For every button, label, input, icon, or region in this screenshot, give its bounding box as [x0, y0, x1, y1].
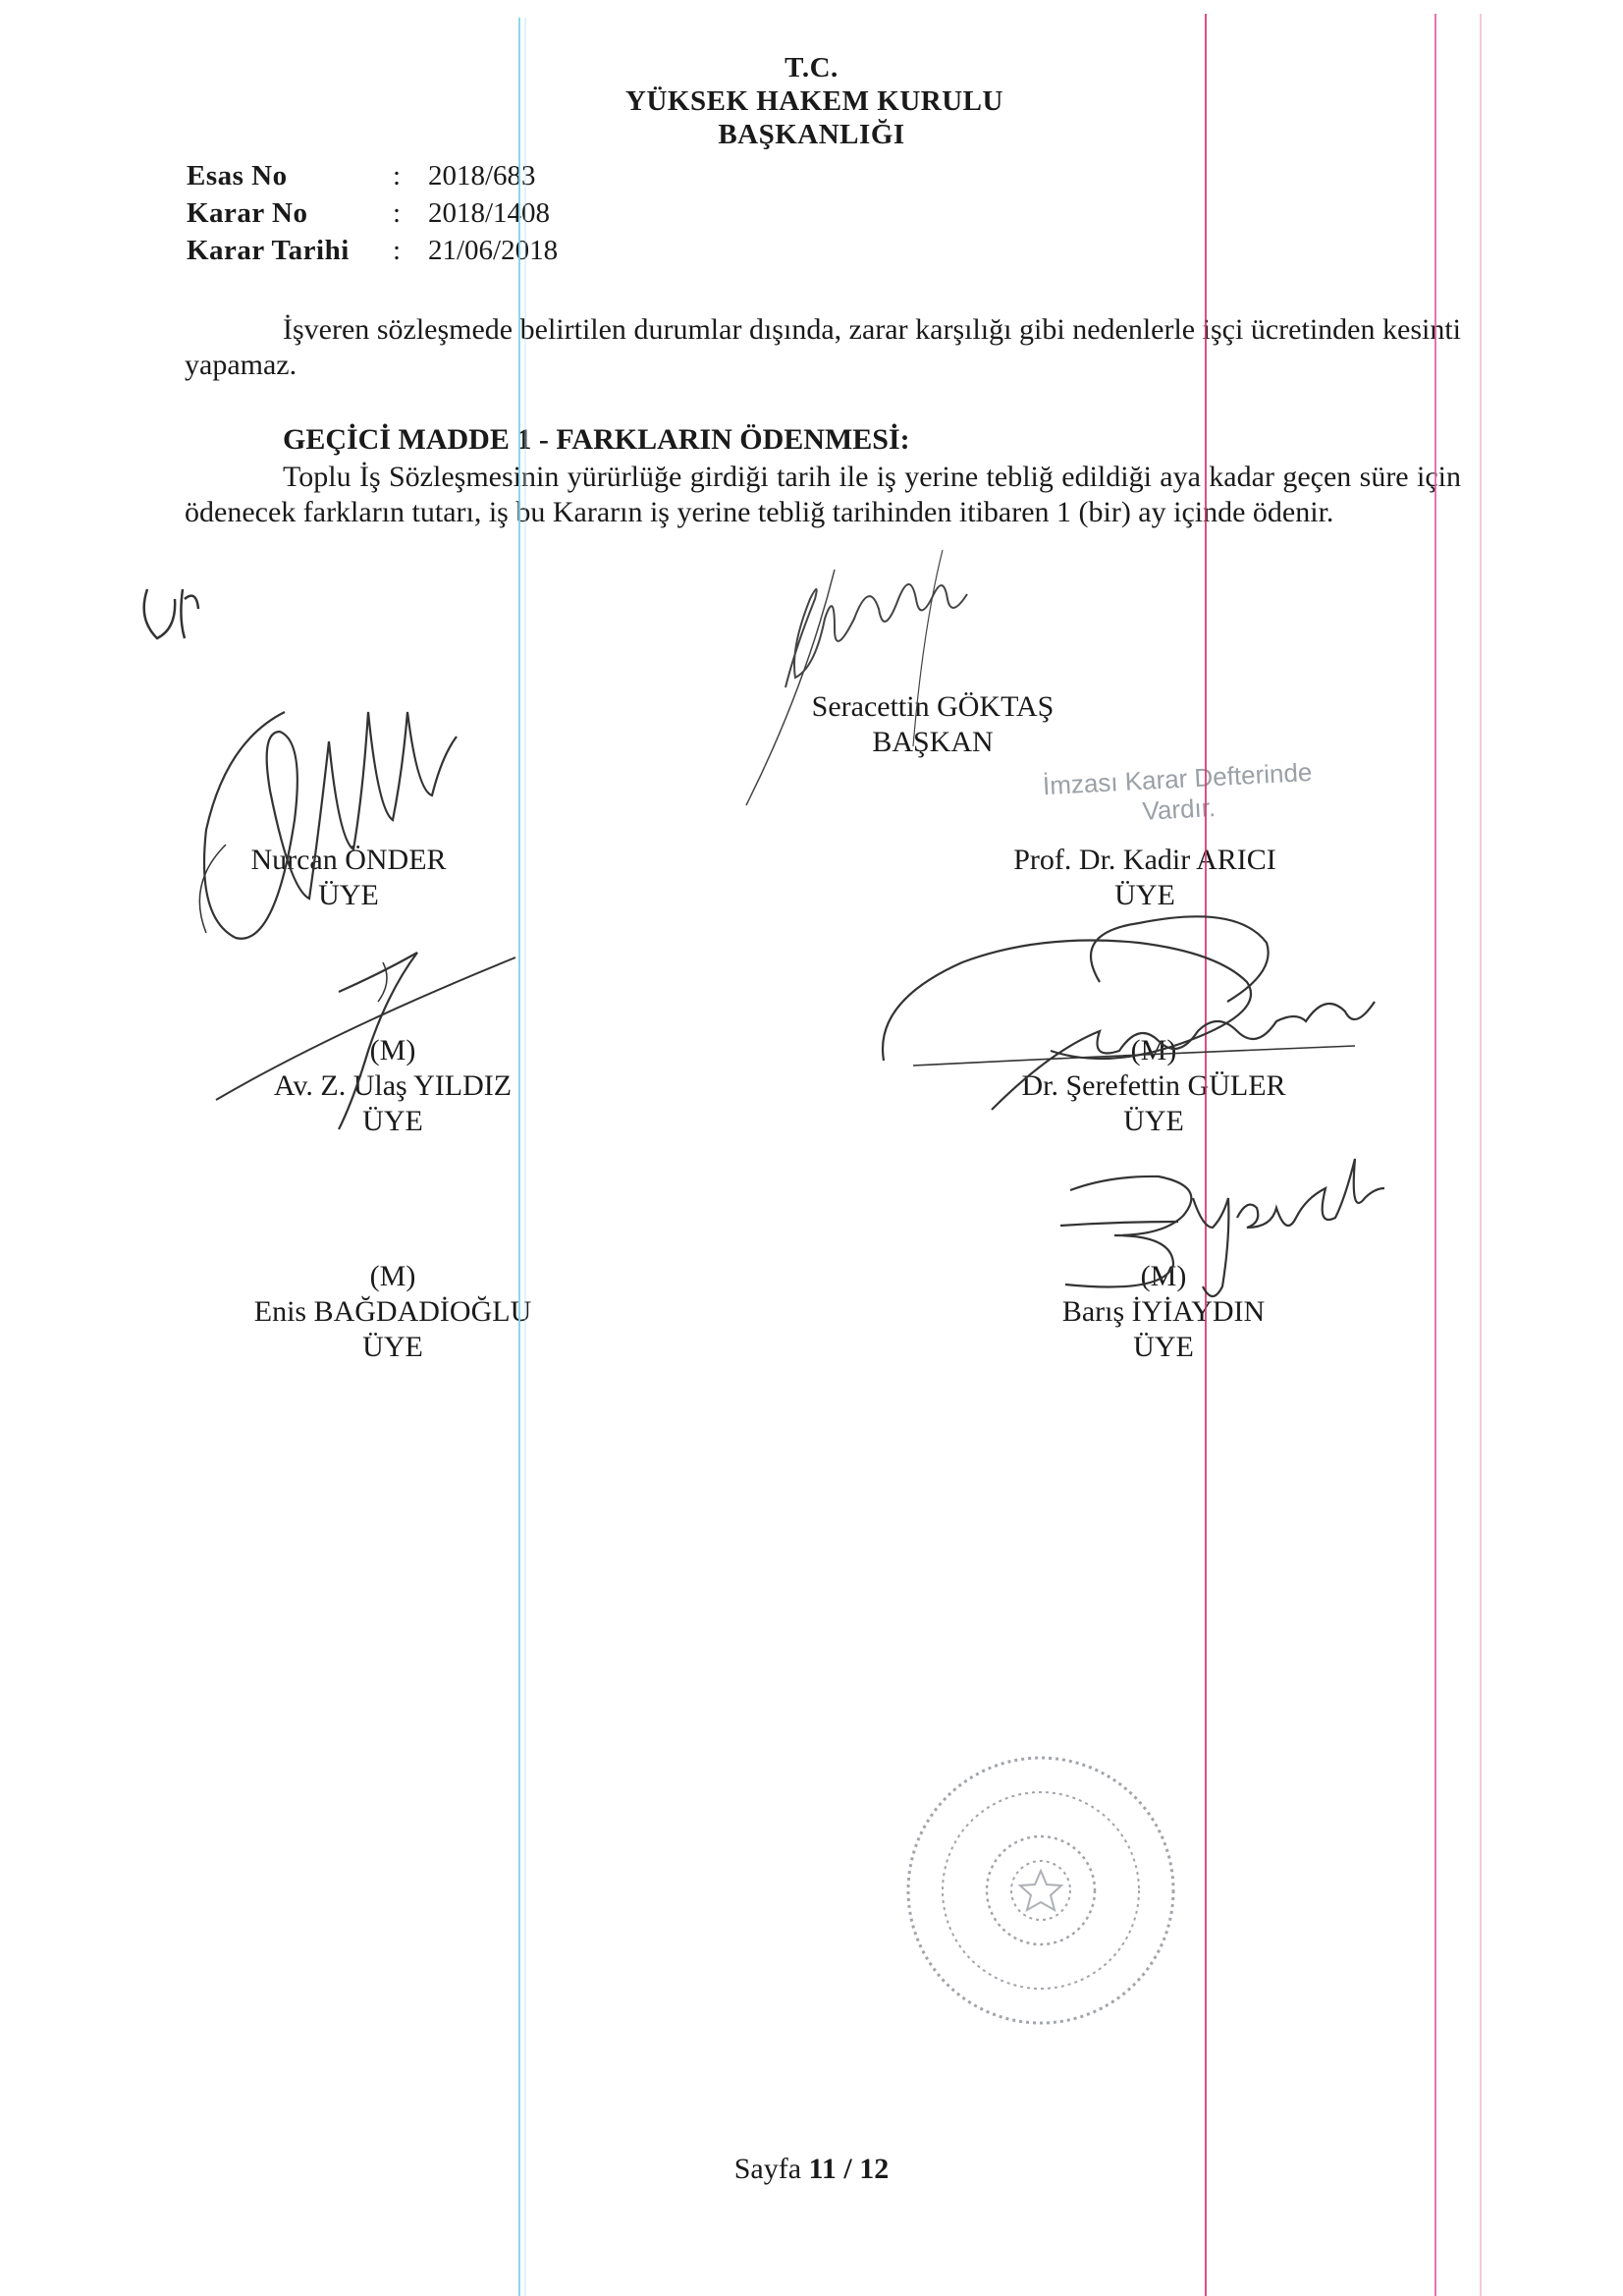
meta-label: Esas No	[187, 160, 288, 191]
member3-mark: (M)	[369, 1034, 416, 1066]
header-line-institution: YÜKSEK HAKEM KURULU	[625, 85, 1003, 117]
header-line-office: BAŞKANLIĞI	[718, 119, 905, 150]
member1-name: Nurcan ÖNDER	[250, 844, 447, 876]
stamp-note-line2: Vardır.	[1141, 793, 1217, 826]
handwritten-initial	[144, 589, 198, 638]
seal-star-icon	[1020, 1871, 1061, 1910]
member2-name: Prof. Dr. Kadir ARICI	[1013, 844, 1276, 876]
member3-name: Av. Z. Ulaş YILDIZ	[273, 1069, 513, 1102]
meta-sep: :	[393, 160, 402, 191]
footer-total-pages: 12	[859, 2153, 890, 2185]
signature-block-member5	[147, 1259, 638, 1365]
signature-block-member3	[147, 1033, 638, 1139]
footer-current-page: 11	[808, 2153, 837, 2185]
footer-prefix: Sayfa	[733, 2153, 802, 2185]
member4-mark: (M)	[1130, 1034, 1177, 1066]
president-role: BAŞKAN	[872, 726, 994, 758]
page-footer	[0, 2153, 1623, 2186]
official-seal	[908, 1758, 1173, 2023]
meta-row-esas	[187, 157, 558, 194]
member5-mark: (M)	[369, 1260, 416, 1292]
signature-block-member2	[899, 843, 1390, 913]
paragraph-deduction: İşveren sözleşmede belirtilen durumlar dışında, zarar karşılığı gibi nedenlerle işçi ücretinden kesinti yapamaz.	[185, 313, 1461, 381]
member5-name: Enis BAĞDADİOĞLU	[253, 1295, 532, 1328]
meta-value: 2018/1408	[428, 197, 551, 229]
paragraph-payment: Toplu İş Sözleşmesinin yürürlüğe girdiği tarih ile iş yerine tebliğ edildiği aya kadar geçen süre için ödenecek farkların tutarı, iş bu Kararın iş yerine tebliğ tarihinden itibaren 1 (bir) ay içinde ödenir.	[185, 461, 1461, 528]
section-heading: GEÇİCİ MADDE 1 - FARKLARIN ÖDENMESİ:	[283, 423, 910, 456]
meta-label: Karar No	[187, 197, 308, 229]
signature-block-member1	[103, 843, 594, 913]
footer-separator: /	[843, 2153, 852, 2185]
document-header	[0, 51, 1623, 151]
signature-president	[746, 550, 967, 805]
member6-mark: (M)	[1140, 1260, 1187, 1292]
meta-sep: :	[393, 197, 402, 229]
signature-block-member4	[908, 1033, 1399, 1139]
header-line-tc: T.C.	[784, 52, 839, 83]
meta-row-karar-tarihi	[187, 232, 558, 269]
member1-role: ÜYE	[318, 879, 379, 911]
member2-role: ÜYE	[1114, 879, 1175, 911]
meta-row-karar-no	[187, 194, 558, 232]
member6-role: ÜYE	[1133, 1331, 1194, 1363]
signature-block-president	[687, 689, 1178, 760]
meta-label: Karar Tarihi	[187, 235, 350, 266]
stamp-note	[981, 754, 1377, 836]
signature-block-member6	[918, 1259, 1409, 1365]
member6-name: Barış İYİAYDIN	[1061, 1295, 1266, 1328]
meta-value: 21/06/2018	[428, 235, 559, 266]
president-name: Seracettin GÖKTAŞ	[811, 690, 1055, 723]
member4-role: ÜYE	[1123, 1105, 1184, 1137]
member5-role: ÜYE	[362, 1331, 423, 1363]
stamp-note-line1: İmzası Karar Defterinde	[1042, 756, 1314, 801]
meta-sep: :	[393, 235, 402, 266]
meta-value: 2018/683	[428, 160, 536, 191]
member3-role: ÜYE	[362, 1105, 423, 1137]
member4-name: Dr. Şerefettin GÜLER	[1021, 1069, 1286, 1102]
case-metadata	[187, 157, 558, 269]
